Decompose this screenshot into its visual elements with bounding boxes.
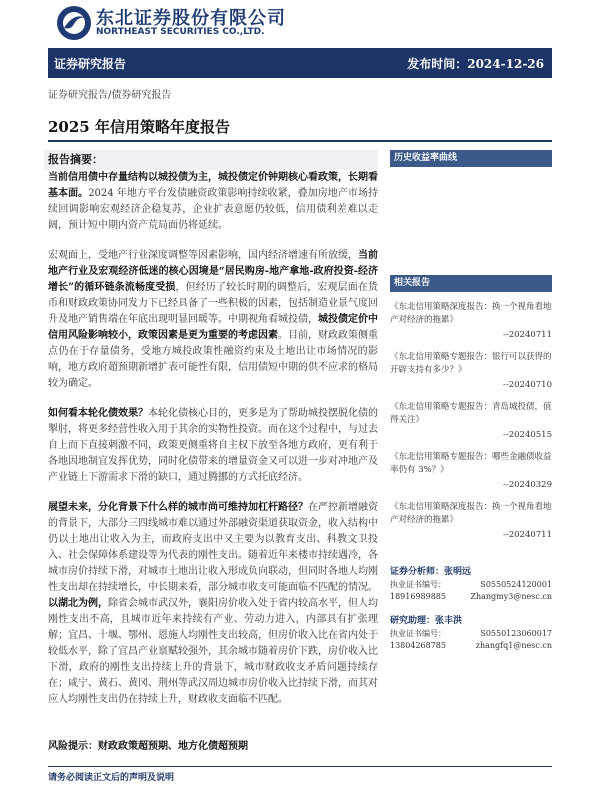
paragraph-1-text: 2024 年地方平台发债融资政策影响持续收紧，叠加房地产市场持续回调影响宏观经济企稳复苏，企业扩表意愿仍较低，信用债利差难以走阔，预计短中期内资产荒局面仍将延续。 [48,188,378,231]
assistant-cert-row [390,628,552,640]
report-summary [48,150,378,722]
paragraph-4-emphasis: 以湖北为例， [48,598,108,609]
summary-heading: 报告摘要： [44,150,378,170]
analyst-cert: S0550524120001 [480,580,552,589]
analyst-cert-row [390,579,552,591]
paragraph-2-emphasis-b: 当前地产行业及宏观经济低迷的核心因境是“居民购房-地产拿地-政府投资-经济增长”的循环链条流畅度受损 [48,250,378,293]
related-report-title[interactable]: 《东北信用策略深度报告：换一个视角看地产对经济的拖累》 [390,302,552,325]
related-report-item[interactable] [390,301,552,342]
analyst-phone: 18916989885 [390,592,446,601]
related-report-title[interactable]: 《东北信用策略专题报告：青岛城投债，值得关注》 [390,402,552,425]
paragraph-2-emphasis-d: 城投债定价中信用风险影响较小，政策因素是更为重要的考虑因素 [48,314,378,341]
title-divider [48,140,552,142]
related-report-title[interactable]: 《东北信用策略专题报告：哪些金融债收益率仍有 3%？》 [390,452,552,475]
related-reports-heading: 相关报告 [390,275,552,292]
paragraph-4-text-a: 在严控新增融资的背景下，大部分三四线城市难以通过外部融资渠道获取资金，收入结构中仍以土地出让收入为主，而政府支出中又主要为以教育支出、科教文卫投入、社会保障体系建设等为代表的刚性支出。随着近年来楼市持续遇冷，各城市房价持续下滑，对城市土地出让收入形成负向联动，但同时各地人均刚性支出却在持续增长，中长期来看，部分城市收支可能面临不匹配的情况。 [48,502,378,593]
related-report-item[interactable] [390,451,552,492]
analyst-email[interactable]: Zhangmy3@nesc.cn [470,592,552,601]
publish-date: 发布时间：2024-12-26 [407,57,544,71]
company-logo-icon [54,4,96,42]
paragraph-4-text-c: 除省会城市武汉外，襄阳房价收入处于省内较高水平，但人均刚性支出不高，且城市近年来持续有产业、劳动力进入，内部具有扩张理解；宜昌、十堰、鄂州、恩施人均刚性支出较高，但房价收入比在省内处于较低水平，除了宜昌产业禀赋较强外，其余城市随着房价下跌，房价收入比下滑，政府的刚性支出持续上升的背景下，城市财政收支矛盾问题持续存在；咸宁、黄石、黄冈、荆州等武汉周边城市房价收入比持续下滑，而其对应人均刚性支出仍在持续上升，财政收支面临不匹配。 [48,598,378,705]
related-report-item[interactable] [390,501,552,542]
assistant-cert-label: 执业证书编号： [390,629,446,638]
paragraph-2-text-a: 宏观面上，受地产行业深度调整等因素影响，国内经济增速有所放缓， [48,250,358,261]
disclaimer-footer: 请务必阅读正文后的声明及说明 [48,773,175,783]
assistant-block [390,615,552,652]
paragraph-3-text: 本轮化债核心目的，更多是为了帮助城投摆脱化债的掣肘，将更多经营性收入用于其余的实物性投资。而在这个过程中，与过去自上而下直接刺激不同，政策更侧重将自主权下放至各地方政府，更有利于各地因地制宜发挥优势，同时化债带来的增量资金又可以进一步对冲地产及产业链上下游需求下滑的缺口，通过腾挪的方式托底经济。 [48,408,378,483]
yield-curve-placeholder [390,167,552,275]
assistant-cert: S0550123060017 [480,629,552,638]
related-report-date: --20240515 [502,430,552,440]
paragraph-3 [48,406,378,486]
yield-curve-chart [390,167,552,275]
paragraph-1 [48,170,378,234]
analyst-cert-label: 执业证书编号： [390,580,446,589]
footer-divider [48,766,552,767]
analyst-name: 证券分析师：张明远 [390,567,472,577]
related-report-item[interactable] [390,351,552,392]
related-report-date: --20240710 [502,380,552,390]
paragraph-1-emphasis: 当前信用债中存量结构以城投债为主，城投债定价钟期核心看政策，长期看基本面。 [48,172,378,199]
chart-heading: 历史收益率曲线 [390,150,552,167]
paragraph-4 [48,500,378,708]
assistant-contact-row [390,640,552,652]
company-name-cn: 东北证券股份有限公司 [96,8,286,29]
paragraph-2-text-c: ，但经历了较长时期的调整后，宏观层面在货币和财政政策协同发力下已经具备了一些积极的因素，包括制造业景气度回升及地产销售端在年底出现明显回暖等。中期视角看城投债， [48,282,378,325]
assistant-email[interactable]: zhangfq1@nesc.cn [475,641,552,650]
assistant-phone: 13804268785 [390,641,446,650]
paragraph-4-lead: 展望未来，分化背景下什么样的城市尚可维持加杠杆路径？ [48,502,308,513]
risk-warning [48,737,248,752]
analyst-contact-row [390,591,552,603]
report-type-label: 证券研究报告 [54,57,127,71]
related-report-date: --20240711 [502,330,552,340]
assistant-name: 研究助理：张丰洪 [390,616,463,626]
related-report-title[interactable]: 《东北信用策略专题报告：银行可以获得的开辟支持有多少？》 [390,352,552,375]
paragraph-2-text-e: 。目前，财政政策侧重点仍在于存量债务，受地方城投政策性融资约束及土地出让市场情况的影响，地方政府超预期新增扩表可能性有限，信用债短中期的供不应求的格局较为确定。 [48,330,378,389]
related-report-item[interactable] [390,401,552,442]
related-report-title[interactable]: 《东北信用策略深度报告：换一个视角看地产对经济的拖累》 [390,502,552,525]
related-report-date: --20240711 [502,530,552,540]
risk-text: 财政政策超预期、地方化债超预期 [98,741,248,752]
paragraph-2 [48,248,378,392]
sidebar [390,150,552,652]
page-title: 2025 年信用策略年度报告 [48,118,230,136]
related-report-date: --20240329 [502,480,552,490]
breadcrumb: 证券研究报告/债券研究报告 [48,90,172,101]
risk-label: 风险提示： [48,741,98,752]
analyst-block [390,566,552,603]
company-name-en: NORTHEAST SECURITIES CO.,LTD. [96,27,265,37]
paragraph-3-lead: 如何看本轮化债效果？ [48,408,148,419]
